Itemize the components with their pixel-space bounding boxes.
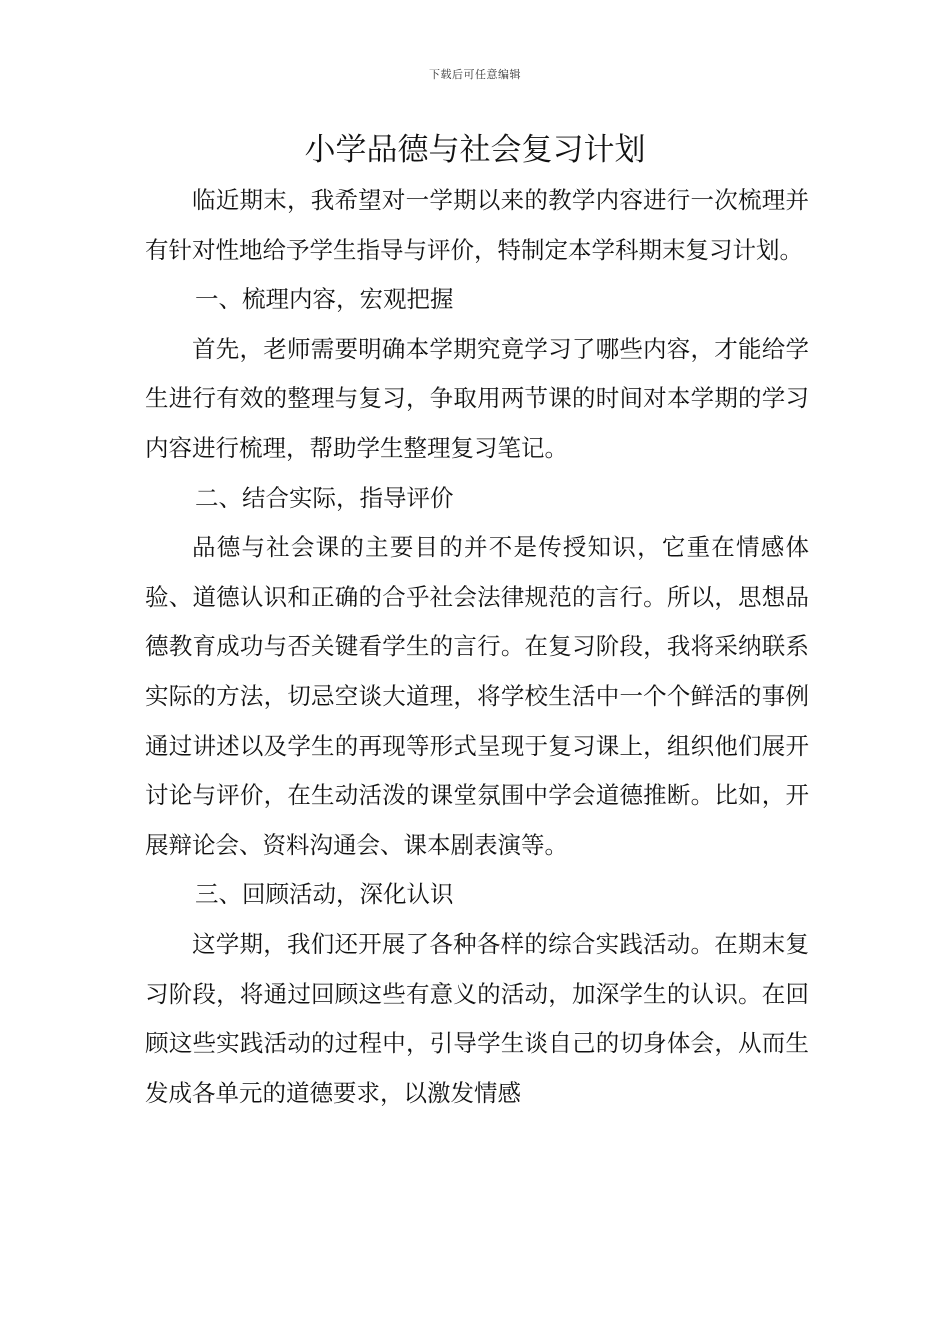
intro-paragraph: 临近期末，我希望对一学期以来的教学内容进行一次梳理并有针对性地给予学生指导与评价，特制定本学科期末复习计划。 xyxy=(145,186,809,264)
section-heading-2: 二、结合实际，指导评价 xyxy=(195,483,454,512)
document-body xyxy=(145,176,809,1118)
header-note: 下载后可任意编辑 xyxy=(429,68,521,81)
section-2-paragraph: 品德与社会课的主要目的并不是传授知识，它重在情感体验、道德认识和正确的合乎社会法律规范的言行。所以，思想品德教育成功与否关键看学生的言行。在复习阶段，我将采纳联系实际的方法，切忌空谈大道理，将学校生活中一个个鲜活的事例通过讲述以及学生的再现等形式呈现于复习课上，组织他们展开讨论与评价，在生动活泼的课堂氛围中学会道德推断。比如，开展辩论会、资料沟通会、课本剧表演等。 xyxy=(145,533,809,859)
section-heading-3: 三、回顾活动，深化认识 xyxy=(195,880,454,909)
section-heading-1: 一、梳理内容，宏观把握 xyxy=(195,285,454,314)
section-1-paragraph: 首先，老师需要明确本学期究竟学习了哪些内容，才能给学生进行有效的整理与复习，争取用两节课的时间对本学期的学习内容进行梳理，帮助学生整理复习笔记。 xyxy=(145,334,809,462)
document-title: 小学品德与社会复习计划 xyxy=(304,132,646,168)
section-3-paragraph: 这学期，我们还开展了各种各样的综合实践活动。在期末复习阶段，将通过回顾这些有意义的活动，加深学生的认识。在回顾这些实践活动的过程中，引导学生谈自己的切身体会，从而生发成各单元的道德要求，以激发情感 xyxy=(145,929,809,1107)
